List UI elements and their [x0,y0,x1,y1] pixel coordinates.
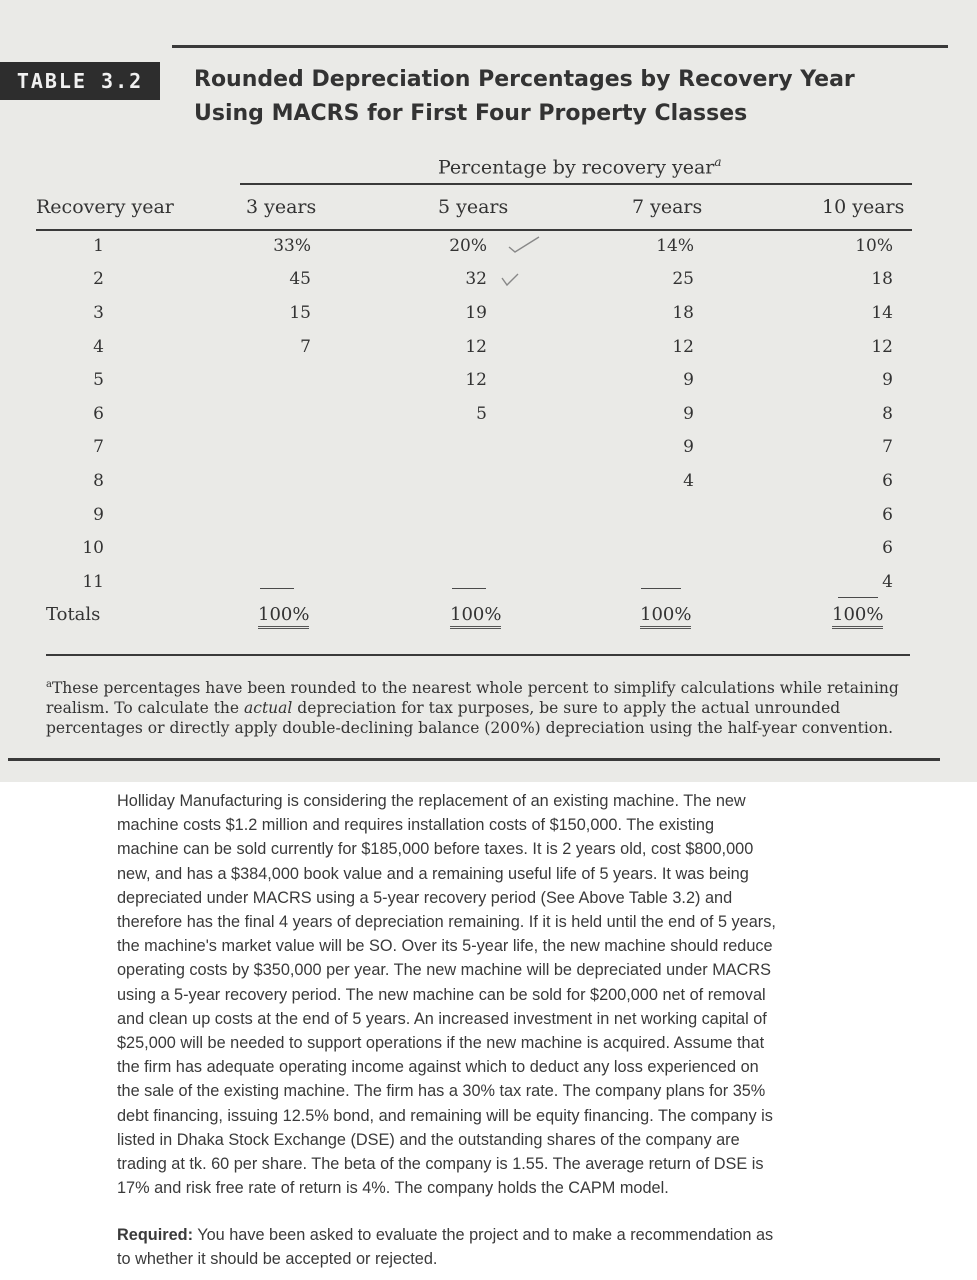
problem-line: using a 5-year recovery period. The new machine can be sold for $200,000 net of removal [117,985,766,1004]
percentage-cell: 7 [300,337,311,357]
percentage-cell: 14 [871,303,893,323]
table-title-line-2: Using MACRS for First Four Property Classes [194,101,748,126]
header-rule [36,229,912,231]
col-header-5-years: 5 years [438,196,509,218]
percentage-cell: 12 [465,337,487,357]
percentage-cell: 6 [882,505,893,525]
recovery-year-cell: 5 [93,370,104,390]
total-line-10-years [838,597,878,598]
percentage-cell: 12 [465,370,487,390]
percentage-cell: 6 [882,538,893,558]
percentage-cell: 20% [449,236,487,256]
problem-line: Holliday Manufacturing is considering the replacement of an existing machine. The new [117,792,746,810]
recovery-year-cell: 4 [93,337,104,357]
problem-line: debt financing, issuing 12.5% bond, and remaining will be equity financing. The company is [117,1106,773,1125]
check-mark-icon [507,235,541,255]
bottom-rule [8,758,940,761]
top-rule [172,45,948,48]
recovery-year-cell: 2 [93,269,104,289]
percentage-cell: 18 [871,269,893,289]
table-footnote [46,675,926,738]
required-label: Required: [117,1226,193,1244]
required-line-2: to whether it should be accepted or rejected. [117,1250,438,1269]
percentage-cell: 12 [871,337,893,357]
percentage-cell: 18 [672,303,694,323]
footnote-text-2: depreciation for tax purposes, be sure to apply the actual unrounded percentages or directly apply double-declining balance (200%) depreciation using the half-year convention. [46,699,894,738]
table-number-badge: TABLE 3.2 [0,62,160,100]
percentage-cell: 9 [683,437,694,457]
totals-label: Totals [46,604,101,625]
required-line-1 [117,1223,867,1247]
col-header-3-years: 3 years [246,196,317,218]
total-line-5-years [452,588,486,589]
col-header-7-years: 7 years [632,196,703,218]
percentage-cell: 14% [656,236,694,256]
problem-line: depreciated under MACRS using a 5-year recovery period (See Above Table 3.2) and [117,888,733,907]
recovery-year-cell: 10 [82,538,104,558]
percentage-cell: 25 [672,269,694,289]
total-10-years [832,604,883,625]
percentage-cell: 33% [273,236,311,256]
problem-line: new, and has a $384,000 book value and a remaining useful life of 5 years. It was being [117,864,749,883]
footnote-emphasis: actual [244,699,293,718]
recovery-year-cell: 3 [93,303,104,323]
group-header-text: Percentage by recovery year [438,156,715,179]
total-7-years-value: 100% [640,604,691,629]
footnote-text-1: These percentages have been rounded to the nearest whole percent to simplify calculations while retaining realism. To calculate the [46,679,899,718]
percentage-cell: 45 [289,269,311,289]
problem-line: and clean up costs at the end of 5 years. An increased investment in net working capital of [117,1009,767,1028]
total-5-years-value: 100% [450,604,501,629]
total-5-years [450,604,501,625]
percentage-cell: 9 [683,370,694,390]
recovery-year-cell: 11 [82,572,104,592]
problem-line: listed in Dhaka Stock Exchange (DSE) and the outstanding shares of the company are [117,1130,740,1149]
total-line-7-years [641,588,681,589]
percentage-cell: 6 [882,471,893,491]
problem-line: operating costs by $350,000 per year. The new machine will be depreciated under MACRS [117,961,772,980]
problem-statement [117,789,867,1200]
recovery-year-cell: 7 [93,437,104,457]
percentage-cell: 9 [683,404,694,424]
recovery-year-cell: 1 [93,236,104,256]
problem-line: therefore has the final 4 years of depreciation remaining. If it is held until the end of 5 years, [117,913,776,932]
total-7-years [640,604,691,625]
required-text-1: You have been asked to evaluate the project and to make a recommendation as [193,1226,774,1244]
recovery-year-cell: 9 [93,505,104,525]
table-title-line-1: Rounded Depreciation Percentages by Recovery Year [194,67,855,92]
percentage-cell: 19 [465,303,487,323]
problem-line: 17% and risk free rate of return is 4%. The company holds the CAPM model. [117,1179,669,1198]
group-header-rule [240,183,912,185]
total-line-3-years [260,588,294,589]
problem-line: machine costs $1.2 million and requires installation costs of $150,000. The existing [117,816,715,835]
total-10-years-value: 100% [832,604,883,629]
total-3-years-value: 100% [258,604,309,629]
percentage-cell: 15 [289,303,311,323]
recovery-year-cell: 8 [93,471,104,491]
problem-line: $25,000 will be needed to support operations if the new machine is acquired. Assume that [117,1034,765,1053]
problem-line: the sale of the existing machine. The firm has a 30% tax rate. The company plans for 35% [117,1082,766,1101]
total-3-years [258,604,309,625]
percentage-cell: 12 [672,337,694,357]
percentage-cell: 4 [683,471,694,491]
percentage-cell: 9 [882,370,893,390]
percentage-cell: 4 [882,572,893,592]
col-header-10-years: 10 years [822,196,905,218]
percentage-cell: 8 [882,404,893,424]
check-mark-icon [500,272,520,288]
problem-line: machine can be sold currently for $185,000 before taxes. It is 2 years old, cost $800,000 [117,840,754,859]
percentage-cell: 32 [465,269,487,289]
col-header-recovery-year: Recovery year [36,196,174,218]
recovery-year-cell: 6 [93,404,104,424]
percentage-cell: 10% [855,236,893,256]
problem-line: the firm has adequate operating income against which to deduct any loss experienced on [117,1058,759,1077]
problem-line: trading at tk. 60 per share. The beta of the company is 1.55. The average return of DSE is [117,1155,764,1174]
footnote-mark: a [46,679,52,690]
footnote-rule [46,654,910,656]
required-statement [117,1223,867,1271]
group-header-footnote-mark: a [714,155,722,169]
percentage-cell: 5 [476,404,487,424]
group-header [438,155,722,178]
table-title [194,63,894,131]
percentage-cell: 7 [882,437,893,457]
problem-line: the machine's market value will be SO. Over its 5-year life, the new machine should reduce [117,937,773,956]
